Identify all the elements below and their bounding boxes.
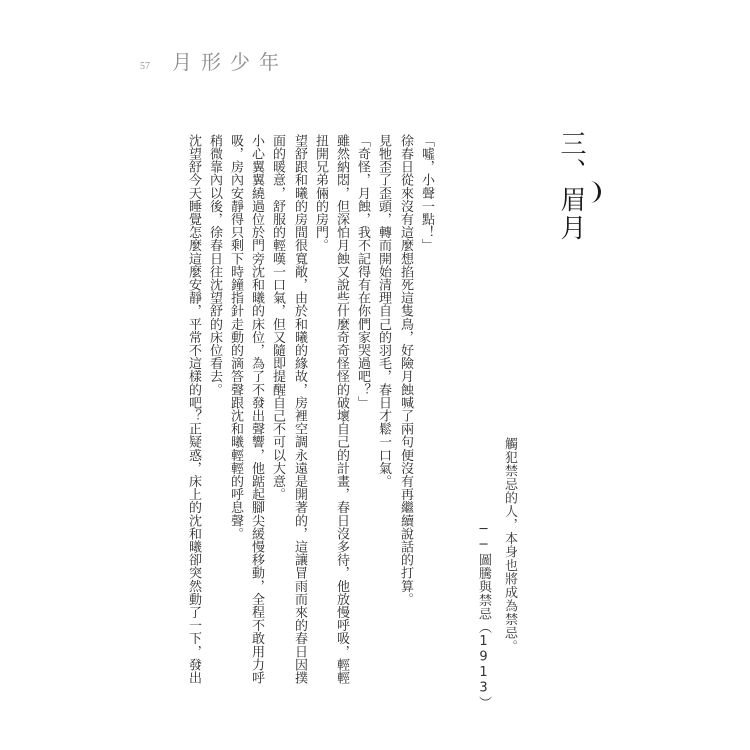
body-line-5: 雖然納悶，但深怕月蝕又說些什麼奇奇怪怪的破壞自己的計畫，春日沒多待，他放慢呼吸，輕輕 [334,134,349,685]
body-line-7: 望舒跟和曦的房間很寬敞，由於和曦的緣故，房裡空調永遠是開著的，這讓冒雨而來的春日因撲 [292,134,307,685]
body-line-3: 見牠歪了歪頭，轉而開始清理自己的羽毛，春日才鬆一口氣。 [376,134,391,488]
body-line-1: 「噓，小聲一點！」 [419,134,434,252]
chapter-title: 三、眉月 [556,130,586,242]
body-line-9: 小心翼翼繞過位於門旁沈和曦的床位，為了不發出聲響，他踮起腳尖緩慢移動，全程不敢用力呼 [249,134,264,685]
body-line-6: 扭開兄弟倆的房門。 [313,134,328,252]
body-line-12: 沈望舒今天睡覺怎麼這麼安靜，平常不這樣的吧？正疑惑，床上的沈和曦卻突然動了一下，發出 [186,134,201,685]
page-number: 57 [140,61,150,72]
epigraph-quote: 觸犯禁忌的人，本身也將成為禁忌。 [502,437,517,653]
body-line-4: 「奇怪，月蝕，我不記得有在你們家哭過吧？」 [355,134,370,410]
crescent-moon-icon [587,180,605,204]
book-title: 月形少年 [172,50,288,74]
epigraph-source: ──圖騰與禁忌（1913） [476,522,491,710]
body-line-8: 面的暖意，舒服的輕嘆一口氣，但又隨即提醒自己不可以大意。 [270,134,285,501]
body-line-11: 稍微靠內以後，徐春日往沈望舒的床位看去。 [207,134,222,396]
body-line-2: 徐春日從來沒有這麼想掐死這隻鳥，好險月蝕喊了兩句便沒有再繼續說話的打算。 [398,134,413,606]
body-line-10: 吸，房內安靜得只剩下時鐘指針走動的滴答聲跟沈和曦輕輕的呼息聲。 [228,134,243,541]
